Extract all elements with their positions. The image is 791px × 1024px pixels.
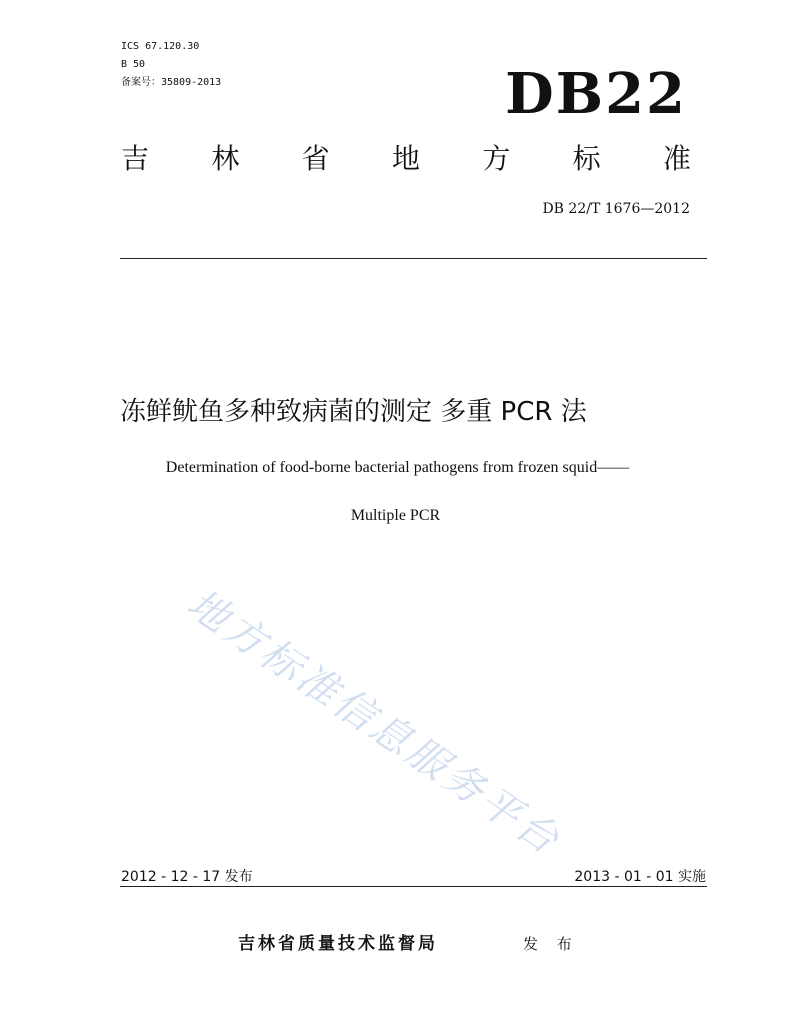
standard-type-char: 地 <box>391 142 420 175</box>
publisher-name: 吉林省质量技术监督局 <box>238 934 438 954</box>
watermark-text: 地方标准信息服务平台 <box>178 580 570 866</box>
standard-type-char: 准 <box>662 142 691 175</box>
db-logo: DB22 <box>505 61 687 127</box>
standard-type-char: 方 <box>482 142 511 175</box>
header-metadata <box>121 38 221 92</box>
standard-type-heading <box>121 141 691 177</box>
bottom-divider <box>120 886 707 887</box>
standard-type-char: 吉 <box>121 142 150 175</box>
title-english-line2: Multiple PCR <box>350 507 441 524</box>
title-english-line1: Determination of food-borne bacterial pathogens from frozen squid—— <box>165 459 630 476</box>
standard-type-char: 标 <box>572 142 601 175</box>
standard-type-char: 林 <box>211 142 240 175</box>
filing-number: 备案号：35809-2013 <box>121 77 222 88</box>
implementation-date: 2013 - 01 - 01 实施 <box>574 869 706 885</box>
issue-date: 2012 - 12 - 17 发布 <box>121 869 253 885</box>
ics-code: ICS 67.120.30 <box>121 41 200 52</box>
ccs-code: B 50 <box>121 59 146 70</box>
top-divider <box>120 258 707 259</box>
standard-type-char: 省 <box>301 142 330 175</box>
title-chinese: 冻鲜鱿鱼多种致病菌的测定 多重 PCR 法 <box>120 397 587 427</box>
publish-verb: 发 布 <box>523 935 579 953</box>
standard-number: DB 22/T 1676—2012 <box>542 201 690 217</box>
